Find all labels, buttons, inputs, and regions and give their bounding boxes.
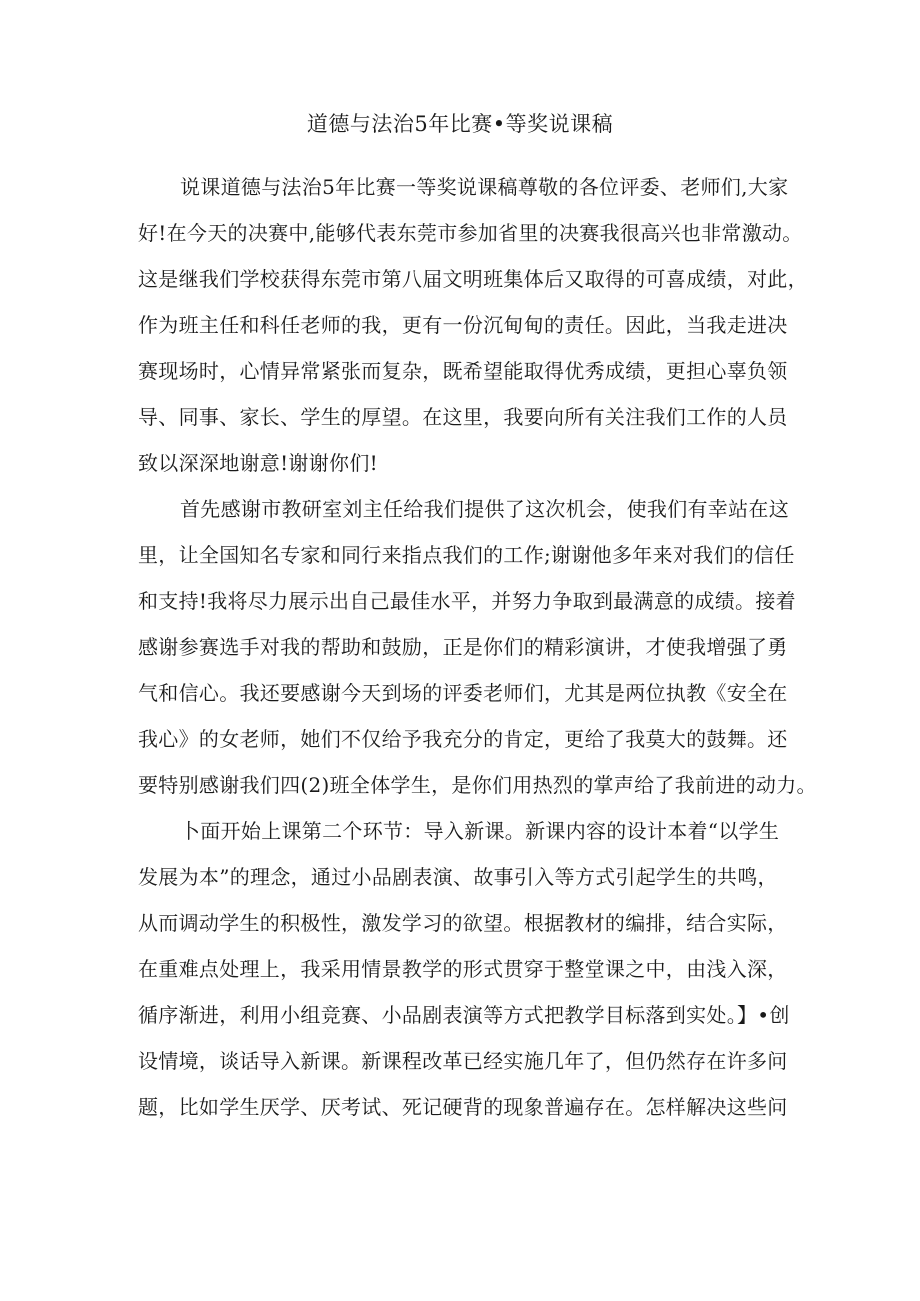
paragraph-1 xyxy=(138,172,808,494)
paragraph-line: 好!在今天的决赛中,能够代表东莞市参加省里的决赛我很高兴也非常激动。 xyxy=(138,221,803,245)
paragraph-line: 里，让全国知名专家和同行来指点我们的工作;谢谢他多年来对我们的信任 xyxy=(138,543,795,567)
paragraph-line: 首先感谢市教研室刘主任给我们提供了这次机会，使我们有幸站在这 xyxy=(180,497,789,521)
paragraph-line: 要特别感谢我们四(2)班全体学生，是你们用热烈的掌声给了我前进的动力。 xyxy=(138,773,817,797)
paragraph-line: 说课道德与法治5年比赛一等奖说课稿尊敬的各位评委、老师们,大家 xyxy=(180,175,789,199)
paragraph-line: 导、同事、家长、学生的厚望。在这里，我要向所有关注我们工作的人员 xyxy=(138,405,788,429)
paragraph-line: 设情境，谈话导入新课。新课程改革已经实施几年了，但仍然存在许多问 xyxy=(138,1049,788,1073)
paragraph-line: 致以深深地谢意!谢谢你们! xyxy=(138,451,378,475)
paragraph-line: 赛现场时，心情异常紧张而复杂，既希望能取得优秀成绩，更担心辜负领 xyxy=(138,359,788,383)
paragraph-line: 和支持!我将尽力展示出自己最佳水平，并努力争取到最满意的成绩。接着 xyxy=(138,589,796,613)
paragraph-line: 我心》的女老师，她们不仅给予我充分的肯定，更给了我莫大的鼓舞。还 xyxy=(138,727,788,751)
paragraph-line: 这是继我们学校获得东莞市第八届文明班集体后又取得的可喜成绩，对此， xyxy=(138,267,808,291)
document-title: 道德与法治5年比赛•等奖说课稿 xyxy=(306,112,614,136)
paragraph-line: 题，比如学生厌学、厌考试、死记硬背的现象普遍存在。怎样解决这些问 xyxy=(138,1095,788,1119)
paragraph-line: 从而调动学生的积极性，激发学习的欲望。根据教材的编排，结合实际， xyxy=(138,911,788,935)
document-body xyxy=(138,172,817,1138)
paragraph-line: 卜面开始上课第二个环节：导入新课。新课内容的设计本着“以学生 xyxy=(180,819,780,843)
paragraph-line: 在重难点处理上，我采用情景教学的形式贯穿于整堂课之中，由浅入深， xyxy=(138,957,788,981)
paragraph-line: 循序渐进，利用小组竞赛、小品剧表演等方式把教学目标落到实处。】•创 xyxy=(138,1003,790,1027)
paragraph-2 xyxy=(138,494,817,816)
paragraph-line: 气和信心。我还要感谢今天到场的评委老师们，尤其是两位执教《安全在 xyxy=(138,681,788,705)
paragraph-3 xyxy=(138,816,798,1138)
paragraph-line: 感谢参赛选手对我的帮助和鼓励，正是你们的精彩演讲，才使我增强了勇 xyxy=(138,635,788,659)
paragraph-line: 发展为本”的理念，通过小品剧表演、故事引入等方式引起学生的共鸣， xyxy=(138,865,778,889)
paragraph-line: 作为班主任和科任老师的我，更有一份沉甸甸的责任。因此，当我走进决 xyxy=(138,313,788,337)
